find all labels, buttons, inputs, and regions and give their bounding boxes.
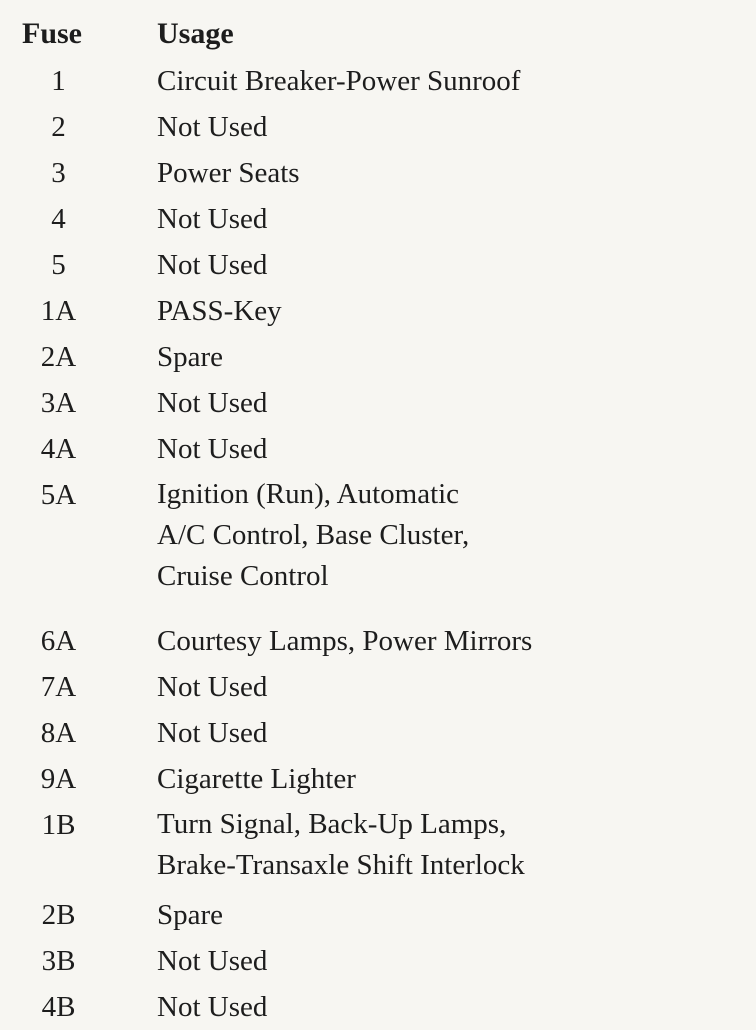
usage-cell: Not Used [157, 249, 268, 281]
usage-cell: Cigarette Lighter [157, 763, 356, 795]
fuse-cell: 2 [51, 111, 66, 143]
usage-cell: Not Used [157, 945, 268, 977]
table-row [0, 104, 756, 150]
usage-cell: Not Used [157, 991, 268, 1023]
usage-cell: Spare [157, 341, 224, 373]
usage-cell: Power Seats [157, 157, 300, 189]
table-body [0, 58, 756, 1030]
fuse-cell: 1B [41, 809, 76, 841]
table-row [0, 288, 756, 334]
table-row [0, 938, 756, 984]
table-row [0, 58, 756, 104]
table-row [0, 756, 756, 802]
table-row [0, 710, 756, 756]
usage-cell: Circuit Breaker-Power Sunroof [157, 65, 521, 97]
table-row [0, 242, 756, 288]
fuse-cell: 3B [41, 945, 76, 977]
usage-cell: Spare [157, 899, 224, 931]
fuse-cell: 4A [40, 433, 77, 465]
fuse-cell: 5A [40, 479, 77, 511]
fuse-cell: 9A [40, 763, 77, 795]
fuse-cell: 7A [40, 671, 77, 703]
fuse-cell: 4B [41, 991, 76, 1023]
usage-cell: Not Used [157, 203, 268, 235]
table-row [0, 618, 756, 664]
usage-cell: PASS-Key [157, 295, 282, 327]
usage-cell: Courtesy Lamps, Power Mirrors [157, 625, 533, 657]
table-row [0, 802, 756, 892]
table-header [0, 14, 756, 54]
usage-cell: Not Used [157, 433, 268, 465]
fuse-column-header: Fuse [22, 17, 82, 50]
fuse-cell: 5 [51, 249, 66, 281]
fuse-cell: 3A [40, 387, 77, 419]
usage-column-header: Usage [157, 17, 234, 50]
fuse-cell: 1A [40, 295, 77, 327]
fuse-cell: 1 [51, 65, 66, 97]
table-row [0, 334, 756, 380]
table-row [0, 380, 756, 426]
usage-cell: Not Used [157, 717, 268, 749]
fuse-cell: 6A [40, 625, 77, 657]
fuse-cell: 4 [51, 203, 66, 235]
usage-cell: Turn Signal, Back-Up Lamps, Brake-Transaxle Shift Interlock [157, 808, 525, 881]
table-row [0, 892, 756, 938]
fuse-cell: 8A [40, 717, 77, 749]
usage-cell: Ignition (Run), Automatic A/C Control, Base Cluster, Cruise Control [157, 478, 470, 592]
table-row [0, 196, 756, 242]
usage-cell: Not Used [157, 387, 268, 419]
table-row [0, 472, 756, 618]
table-row [0, 984, 756, 1030]
table-row [0, 426, 756, 472]
table-row [0, 150, 756, 196]
table-row [0, 664, 756, 710]
fuse-cell: 2B [41, 899, 76, 931]
usage-cell: Not Used [157, 671, 268, 703]
fuse-cell: 3 [51, 157, 66, 189]
fuse-cell: 2A [40, 341, 77, 373]
usage-cell: Not Used [157, 111, 268, 143]
